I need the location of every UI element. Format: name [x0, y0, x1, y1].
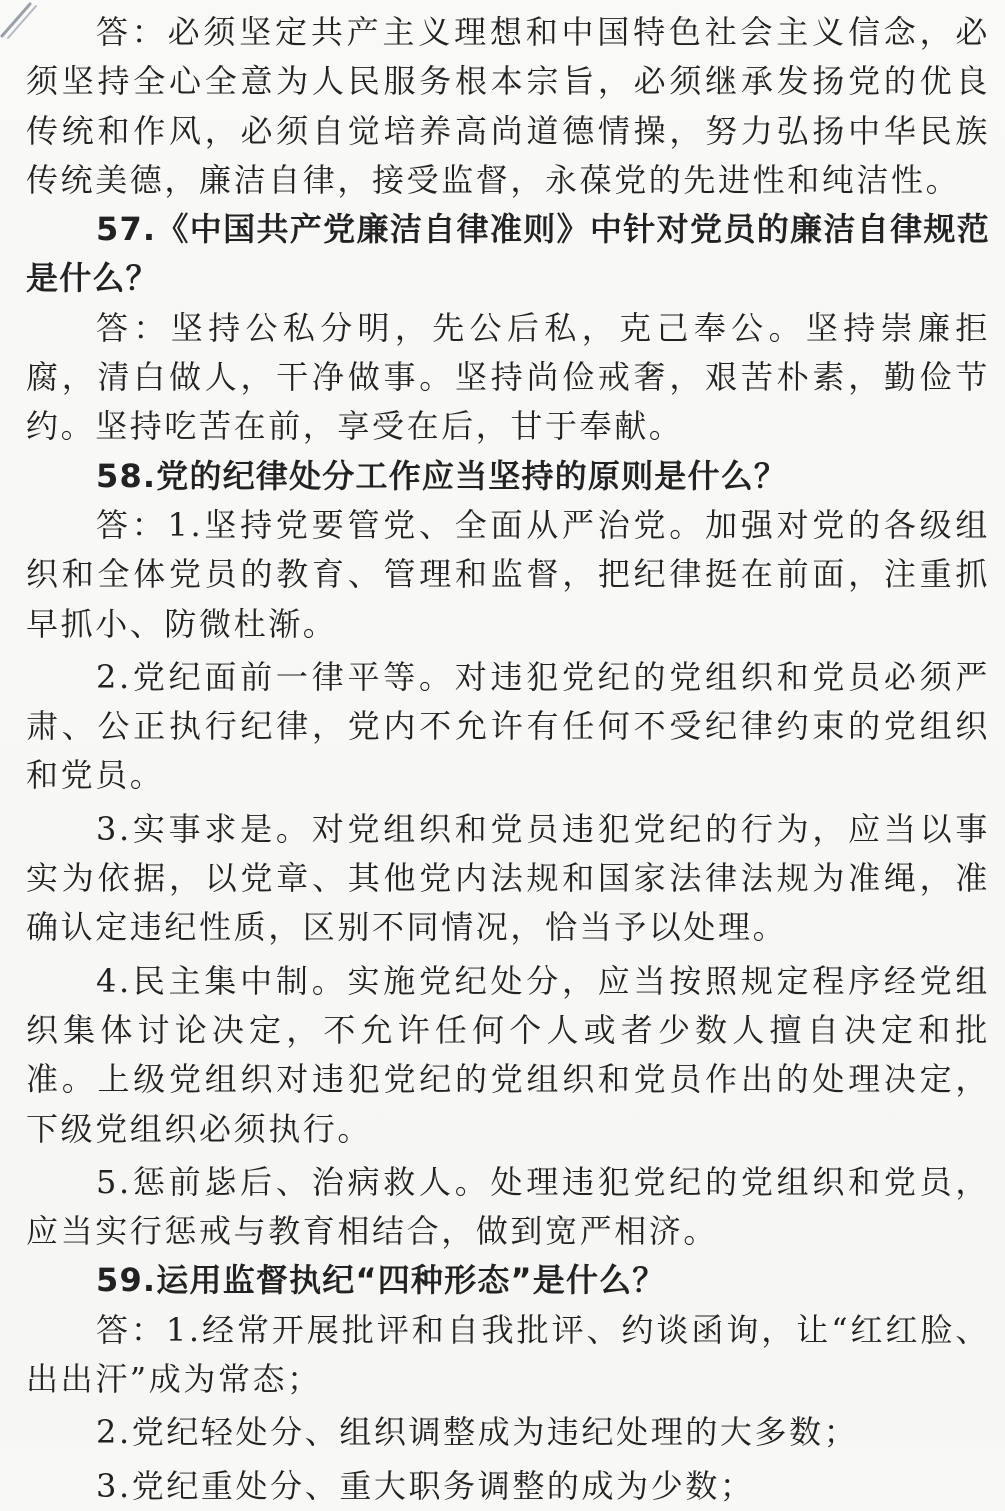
question-59: 59.运用监督执纪“四种形态”是什么？ [96, 1261, 666, 1300]
question-58: 58.党的纪律处分工作应当坚持的原则是什么？ [96, 456, 788, 495]
answer-59-point-1: 答：1.经常开展批评和自我批评、约谈函询，让“红红脸、出出汗”成为常态； [26, 1310, 990, 1399]
answer-58-point-2: 2.党纪面前一律平等。对违犯党纪的党组织和党员必须严肃、公正执行纪律，党内不允许有任何不受纪律约束的党组织和党员。 [26, 657, 990, 795]
answer-59-point-2: 2.党纪轻处分、组织调整成为违纪处理的大多数； [96, 1413, 859, 1452]
answer-58-point-1: 答：1.坚持党要管党、全面从严治党。加强对党的各级组织和全体党员的教育、管理和监督，把纪律挺在前面，注重抓早抓小、防微杜渐。 [26, 505, 990, 643]
answer-58-point-5: 5.惩前毖后、治病救人。处理违犯党纪的党组织和党员，应当实行惩戒与教育相结合，做到宽严相济。 [26, 1162, 990, 1251]
answer-59-point-3: 3.党纪重处分、重大职务调整的成为少数； [96, 1466, 755, 1505]
answer-58-point-3: 3.实事求是。对党组织和党员违犯党纪的行为，应当以事实为依据，以党章、其他党内法规和国家法律法规为准绳，准确认定违纪性质，区别不同情况，恰当予以处理。 [26, 809, 990, 947]
question-57: 57.《中国共产党廉洁自律准则》中针对党员的廉洁自律规范是什么？ [26, 210, 990, 298]
answer-56: 答：必须坚定共产主义理想和中国特色社会主义信念，必须坚持全心全意为人民服务根本宗旨，必须继承发扬党的优良传统和作风，必须自觉培养高尚道德情操，努力弘扬中华民族传统美德，廉洁自律，接受监督，永葆党的先进性和纯洁性。 [26, 13, 990, 199]
document-body [26, 8, 990, 1511]
answer-57: 答：坚持公私分明，先公后私，克己奉公。坚持崇廉拒腐，清白做人，干净做事。坚持尚俭戒奢，艰苦朴素，勤俭节约。坚持吃苦在前，享受在后，甘于奉献。 [26, 308, 990, 446]
answer-58-point-4: 4.民主集中制。实施党纪处分，应当按照规定程序经党组织集体讨论决定，不允许任何个人或者少数人擅自决定和批准。上级党组织对违犯党纪的党组织和党员作出的处理决定，下级党组织必须执行。 [26, 961, 990, 1148]
